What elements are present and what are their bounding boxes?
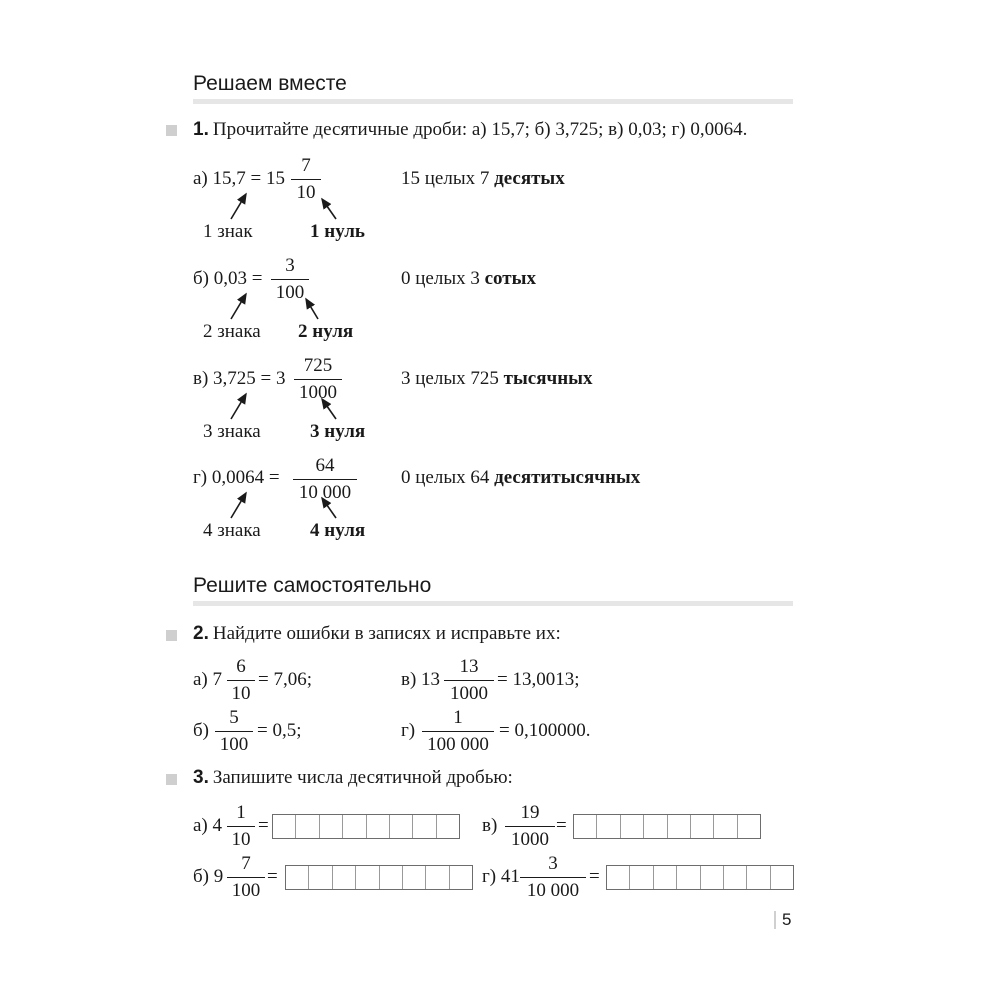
task-3-a-equals: = bbox=[258, 815, 269, 836]
reading-bold: десятых bbox=[494, 168, 565, 189]
task-2-number: 2. bbox=[193, 623, 209, 644]
example-a-signs: 1 знак bbox=[203, 221, 253, 242]
fraction-numerator: 1 bbox=[453, 707, 463, 728]
task-3 bbox=[193, 767, 513, 789]
fraction-numerator: 13 bbox=[459, 656, 479, 677]
task-2-b-fraction bbox=[215, 708, 253, 754]
reading-bold: сотых bbox=[484, 268, 536, 289]
fraction-numerator: 64 bbox=[315, 455, 335, 476]
arrow-icon bbox=[306, 299, 318, 319]
section-heading-solve-together: Решаем вместе bbox=[193, 72, 347, 95]
task-2-d-suffix: = 0,100000. bbox=[499, 720, 591, 741]
fraction-denominator: 10 000 bbox=[293, 479, 357, 502]
task-3-c-fraction bbox=[505, 803, 555, 849]
arrow-icon bbox=[322, 498, 336, 518]
task-1-text: Прочитайте десятичные дроби: а) 15,7; б) 3,725; в) 0,03; г) 0,0064. bbox=[212, 119, 748, 140]
example-b-signs: 2 знака bbox=[203, 321, 261, 342]
reading-bold: десятитысячных bbox=[494, 467, 641, 488]
task-1-number: 1. bbox=[193, 119, 209, 140]
fraction-numerator: 7 bbox=[241, 853, 251, 874]
task-3-text: Запишите числа десятичной дробью: bbox=[212, 767, 513, 788]
reading-plain: 0 целых 3 bbox=[401, 268, 480, 289]
arrow-icon bbox=[231, 493, 246, 518]
example-b-zeros: 2 нуля bbox=[298, 321, 354, 342]
fraction-numerator: 6 bbox=[236, 656, 246, 677]
task-3-b-answer-cells[interactable] bbox=[285, 865, 473, 890]
task-3-a-answer-cells[interactable] bbox=[272, 814, 460, 839]
arrow-icon bbox=[322, 399, 336, 419]
example-d-expression: г) 0,0064 = bbox=[193, 467, 280, 488]
task-bullet bbox=[166, 630, 177, 641]
fraction-numerator: 7 bbox=[301, 155, 311, 176]
fraction-denominator: 100 bbox=[227, 877, 265, 900]
task-bullet bbox=[166, 774, 177, 785]
task-2 bbox=[193, 623, 561, 645]
task-3-d-fraction bbox=[520, 854, 586, 900]
fraction-numerator: 3 bbox=[285, 255, 295, 276]
example-c-expression: в) 3,725 = 3 bbox=[193, 368, 286, 389]
page-number-bar bbox=[774, 911, 776, 929]
heading-underline bbox=[193, 601, 793, 606]
example-d-zeros: 4 нуля bbox=[310, 520, 366, 541]
task-2-c-fraction bbox=[444, 657, 494, 703]
task-3-d-equals: = bbox=[589, 866, 600, 887]
example-b-expression: б) 0,03 = bbox=[193, 268, 263, 289]
task-2-d-prefix: г) bbox=[401, 720, 416, 741]
fraction-numerator: 19 bbox=[520, 802, 540, 823]
task-3-d-answer-cells[interactable] bbox=[606, 865, 794, 890]
task-3-number: 3. bbox=[193, 767, 209, 788]
fraction-denominator: 1000 bbox=[294, 379, 342, 402]
fraction-denominator: 10 bbox=[227, 826, 255, 849]
fraction-denominator: 10 000 bbox=[520, 877, 586, 900]
fraction-numerator: 1 bbox=[236, 802, 246, 823]
fraction-numerator: 725 bbox=[303, 355, 333, 376]
task-2-b-suffix: = 0,5; bbox=[257, 720, 302, 741]
task-3-c-equals: = bbox=[556, 815, 567, 836]
task-2-a-suffix: = 7,06; bbox=[258, 669, 312, 690]
fraction-denominator: 100 000 bbox=[422, 731, 494, 754]
fraction-denominator: 10 bbox=[227, 680, 255, 703]
task-3-b-fraction bbox=[227, 854, 265, 900]
task-3-b-equals: = bbox=[267, 866, 278, 887]
example-c-zeros: 3 нуля bbox=[310, 421, 366, 442]
task-3-d-prefix: г) 41 bbox=[482, 866, 520, 887]
fraction-denominator: 10 bbox=[291, 179, 321, 202]
fraction-denominator: 100 bbox=[215, 731, 253, 754]
task-3-c-answer-cells[interactable] bbox=[573, 814, 761, 839]
task-2-b-prefix: б) bbox=[193, 720, 209, 741]
task-2-text: Найдите ошибки в записях и исправьте их: bbox=[212, 623, 561, 644]
section-heading-solve-yourself: Решите самостоятельно bbox=[193, 574, 432, 597]
arrow-icon bbox=[231, 394, 246, 419]
reading-plain: 0 целых 64 bbox=[401, 467, 490, 488]
example-d-signs: 4 знака bbox=[203, 520, 261, 541]
arrow-icon bbox=[231, 294, 246, 319]
task-3-b-prefix: б) 9 bbox=[193, 866, 224, 887]
arrow-icon bbox=[322, 199, 336, 219]
task-2-d-fraction bbox=[422, 708, 494, 754]
task-3-a-prefix: а) 4 bbox=[193, 815, 223, 836]
example-a-expression: а) 15,7 = 15 bbox=[193, 168, 285, 189]
example-c-signs: 3 знака bbox=[203, 421, 261, 442]
reading-plain: 15 целых 7 bbox=[401, 168, 490, 189]
reading-plain: 3 целых 725 bbox=[401, 368, 499, 389]
task-2-a-fraction bbox=[227, 657, 255, 703]
task-3-c-prefix: в) bbox=[482, 815, 498, 836]
fraction-denominator: 100 bbox=[271, 279, 309, 302]
task-2-c-suffix: = 13,0013; bbox=[497, 669, 580, 690]
page-number: 5 bbox=[782, 910, 792, 929]
task-2-a-prefix: а) 7 bbox=[193, 669, 223, 690]
fraction-numerator: 3 bbox=[548, 853, 558, 874]
arrow-icon bbox=[231, 194, 246, 219]
fraction-denominator: 1000 bbox=[444, 680, 494, 703]
task-3-a-fraction bbox=[227, 803, 255, 849]
example-a-zeros: 1 нуль bbox=[310, 221, 365, 242]
task-2-c-prefix: в) 13 bbox=[401, 669, 441, 690]
fraction-numerator: 5 bbox=[229, 707, 239, 728]
fraction-denominator: 1000 bbox=[505, 826, 555, 849]
reading-bold: тысячных bbox=[503, 368, 593, 389]
